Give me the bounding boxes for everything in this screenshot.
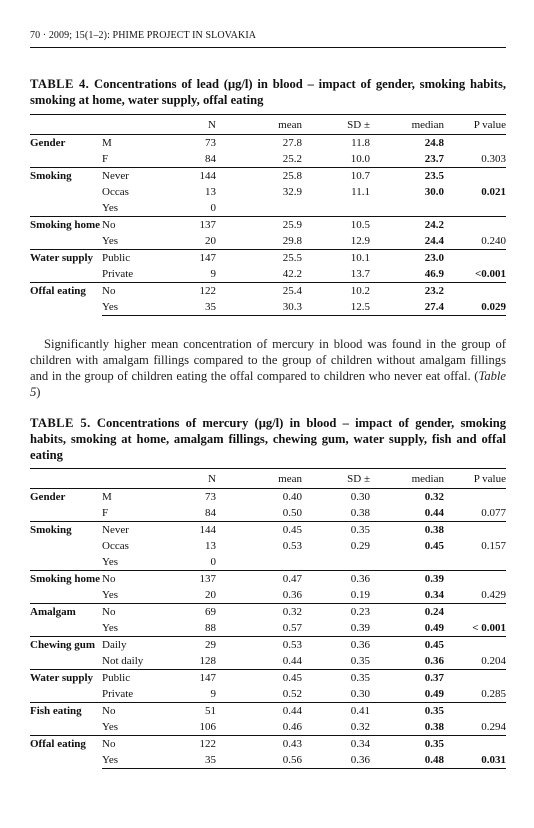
mean-cell: 0.32 xyxy=(216,604,302,621)
mean-cell: 27.8 xyxy=(282,137,302,149)
sd-cell: 12.5 xyxy=(302,299,370,316)
column-header: P value xyxy=(444,469,506,489)
group-label: Gender xyxy=(30,491,66,503)
column-header: P value xyxy=(444,115,506,135)
median-cell: 24.8 xyxy=(424,137,444,149)
median-cell: 0.35 xyxy=(370,703,444,720)
mean-cell: 0.44 xyxy=(216,703,302,720)
level-cell: Yes xyxy=(102,752,164,769)
level-cell: Daily xyxy=(102,637,164,654)
group-label: Amalgam xyxy=(30,604,102,637)
n-cell: 128 xyxy=(199,655,216,667)
mean-cell: 0.50 xyxy=(282,507,302,519)
p-value-cell xyxy=(444,736,506,753)
sd-cell: 0.30 xyxy=(350,491,370,503)
sd-cell: 0.36 xyxy=(302,637,370,654)
median-cell xyxy=(370,554,444,571)
sd-cell: 0.29 xyxy=(350,540,370,552)
n-cell: 20 xyxy=(205,589,216,601)
sd-cell: 12.9 xyxy=(350,235,370,247)
n-cell: 137 xyxy=(164,571,216,588)
median-cell: 23.2 xyxy=(370,283,444,300)
sd-cell: 0.38 xyxy=(350,507,370,519)
table5-label: TABLE 5. xyxy=(30,416,91,430)
sd-cell: 0.39 xyxy=(350,622,370,634)
level-cell: No xyxy=(102,217,164,234)
n-cell: 147 xyxy=(164,670,216,687)
n-cell: 122 xyxy=(164,736,216,753)
level-cell: No xyxy=(102,571,164,588)
table-reference: Table 5 xyxy=(30,369,506,399)
level-cell: M xyxy=(102,137,112,149)
median-cell: 0.45 xyxy=(370,637,444,654)
median-cell: 0.37 xyxy=(370,670,444,687)
column-header: SD ± xyxy=(302,469,370,489)
sd-cell: 0.36 xyxy=(302,571,370,588)
sd-cell: 0.36 xyxy=(302,752,370,769)
group-label: Gender xyxy=(30,137,66,149)
p-value-cell: < 0.001 xyxy=(472,622,506,634)
level-cell: F xyxy=(102,153,109,165)
p-value-cell: 0.240 xyxy=(481,235,506,247)
n-cell: 0 xyxy=(210,202,216,214)
p-value-cell xyxy=(444,637,506,654)
table-row xyxy=(30,151,506,168)
level-cell: Yes xyxy=(102,622,119,634)
table-row xyxy=(30,637,506,654)
p-value-cell xyxy=(444,489,506,506)
mean-cell: 25.9 xyxy=(216,217,302,234)
group-label: Smoking xyxy=(30,522,102,571)
mean-cell: 32.9 xyxy=(282,186,302,198)
table-header-row xyxy=(30,469,506,489)
median-cell: 0.38 xyxy=(424,721,444,733)
median-cell: 46.9 xyxy=(424,268,444,280)
table-row xyxy=(30,184,506,200)
body-paragraph xyxy=(30,336,506,400)
level-cell: Never xyxy=(102,522,164,539)
n-cell: 122 xyxy=(164,283,216,300)
group-label: Chewing gum xyxy=(30,637,102,670)
median-cell: 30.0 xyxy=(424,186,444,198)
sd-cell: 0.32 xyxy=(350,721,370,733)
p-value-cell: 0.077 xyxy=(481,507,506,519)
table-row xyxy=(30,686,506,703)
p-value-cell xyxy=(444,604,506,621)
p-value-cell xyxy=(444,703,506,720)
median-cell: 0.35 xyxy=(370,736,444,753)
p-value-cell: 0.021 xyxy=(481,186,506,198)
mean-cell: 0.40 xyxy=(282,491,302,503)
mean-cell: 0.57 xyxy=(282,622,302,634)
group-label: Offal eating xyxy=(30,283,102,316)
column-header: N xyxy=(164,469,216,489)
n-cell: 13 xyxy=(205,186,216,198)
sd-cell: 0.34 xyxy=(302,736,370,753)
table-row xyxy=(30,135,506,152)
level-cell: Not daily xyxy=(102,655,144,667)
median-cell: 23.5 xyxy=(370,168,444,185)
level-cell: Yes xyxy=(102,202,119,214)
group-label: Water supply xyxy=(30,250,102,283)
mean-cell: 25.4 xyxy=(216,283,302,300)
sd-cell: 10.1 xyxy=(302,250,370,267)
mean-cell: 29.8 xyxy=(282,235,302,247)
mean-cell: 25.2 xyxy=(282,153,302,165)
table-row xyxy=(30,736,506,753)
table4-caption-text: Concentrations of lead (μg/l) in blood – impact of gender, smoking habits, smoking at home, water supply, offal eating xyxy=(30,77,506,107)
level-cell: No xyxy=(102,604,164,621)
level-cell: Never xyxy=(102,168,164,185)
table-row xyxy=(30,505,506,522)
level-cell: Public xyxy=(102,250,164,267)
n-cell: 35 xyxy=(164,299,216,316)
n-cell: 84 xyxy=(205,153,216,165)
n-cell: 20 xyxy=(205,235,216,247)
table-row xyxy=(30,620,506,637)
sd-cell: 13.7 xyxy=(350,268,370,280)
n-cell: 88 xyxy=(205,622,216,634)
group-label: Smoking home xyxy=(30,217,102,250)
sd-cell: 0.35 xyxy=(302,670,370,687)
table5-caption-text: Concentrations of mercury (μg/l) in blood – impact of gender, smoking habits, smoking at home, amalgam fillings, chewing gum, water supply, fish and offal eating xyxy=(30,416,506,462)
level-cell: Occas xyxy=(102,540,129,552)
mean-cell: 0.56 xyxy=(216,752,302,769)
mean-cell: 0.36 xyxy=(282,589,302,601)
sd-cell: 10.5 xyxy=(302,217,370,234)
mean-cell: 25.5 xyxy=(216,250,302,267)
mean-cell: 0.46 xyxy=(282,721,302,733)
p-value-cell: 0.204 xyxy=(481,655,506,667)
p-value-cell xyxy=(444,283,506,300)
mean-cell: 30.3 xyxy=(216,299,302,316)
n-cell: 147 xyxy=(164,250,216,267)
median-cell: 23.0 xyxy=(370,250,444,267)
running-header-title: PHIME PROJECT IN SLOVAKIA xyxy=(112,30,257,41)
column-header: N xyxy=(164,115,216,135)
n-cell: 137 xyxy=(164,217,216,234)
paragraph-close: ) xyxy=(36,385,41,399)
group-label: Offal eating xyxy=(30,736,102,769)
median-cell: 24.4 xyxy=(424,235,444,247)
p-value-cell: 0.285 xyxy=(481,688,506,700)
sd-cell: 10.7 xyxy=(302,168,370,185)
table-row xyxy=(30,522,506,539)
p-value-cell xyxy=(444,522,506,539)
group-label: Water supply xyxy=(30,670,102,703)
table-row xyxy=(30,250,506,267)
table-row xyxy=(30,587,506,604)
table-row xyxy=(30,168,506,185)
sd-cell: 10.2 xyxy=(302,283,370,300)
p-value-cell: 0.294 xyxy=(481,721,506,733)
group-label: Fish eating xyxy=(30,703,102,736)
mean-cell: 0.53 xyxy=(282,540,302,552)
sd-cell: 0.19 xyxy=(350,589,370,601)
mean-cell: 0.45 xyxy=(216,522,302,539)
median-cell: 0.48 xyxy=(370,752,444,769)
header-blank-cell xyxy=(30,469,102,489)
median-cell: 0.45 xyxy=(424,540,444,552)
median-cell: 24.2 xyxy=(370,217,444,234)
n-cell: 9 xyxy=(210,688,216,700)
sd-cell: 11.1 xyxy=(351,186,370,198)
p-value-cell xyxy=(444,217,506,234)
n-cell: 13 xyxy=(205,540,216,552)
n-cell: 73 xyxy=(205,137,216,149)
p-value-cell xyxy=(444,200,506,217)
p-value-cell xyxy=(444,168,506,185)
table-row xyxy=(30,200,506,217)
table-row xyxy=(30,719,506,736)
level-cell: Yes xyxy=(102,235,119,247)
median-cell: 0.34 xyxy=(424,589,444,601)
mean-cell: 0.44 xyxy=(282,655,302,667)
table-row xyxy=(30,554,506,571)
running-header-prefix: 70 · 2009; 15(1–2): xyxy=(30,30,113,41)
sd-cell xyxy=(302,554,370,571)
p-value-cell: 0.429 xyxy=(481,589,506,601)
table-row xyxy=(30,266,506,283)
column-header: mean xyxy=(216,469,302,489)
sd-cell: 10.0 xyxy=(350,153,370,165)
n-cell: 0 xyxy=(210,556,216,568)
level-cell: No xyxy=(102,283,164,300)
level-cell: Yes xyxy=(102,721,119,733)
level-cell: Yes xyxy=(102,589,119,601)
header-blank-cell xyxy=(30,115,102,135)
mean-cell xyxy=(216,554,302,571)
level-cell: Occas xyxy=(102,186,129,198)
table-row xyxy=(30,571,506,588)
header-rule xyxy=(30,47,506,48)
mean-cell: 0.53 xyxy=(216,637,302,654)
p-value-cell: 0.031 xyxy=(444,752,506,769)
n-cell: 144 xyxy=(164,168,216,185)
running-header xyxy=(30,30,256,41)
p-value-cell: 0.303 xyxy=(481,153,506,165)
n-cell: 84 xyxy=(205,507,216,519)
median-cell: 27.4 xyxy=(370,299,444,316)
table-row xyxy=(30,233,506,250)
mean-cell: 0.43 xyxy=(216,736,302,753)
table5-caption xyxy=(30,415,506,463)
level-cell: Public xyxy=(102,670,164,687)
table-row xyxy=(30,283,506,300)
p-value-cell xyxy=(444,250,506,267)
group-label: Smoking xyxy=(30,168,102,217)
header-blank-cell xyxy=(102,469,164,489)
mean-cell: 0.47 xyxy=(216,571,302,588)
p-value-cell xyxy=(444,135,506,152)
table-row xyxy=(30,217,506,234)
table-row xyxy=(30,703,506,720)
p-value-cell: 0.157 xyxy=(481,540,506,552)
p-value-cell xyxy=(444,670,506,687)
median-cell: 0.44 xyxy=(424,507,444,519)
level-cell: Yes xyxy=(102,299,164,316)
column-header: median xyxy=(370,115,444,135)
sd-cell: 0.35 xyxy=(302,522,370,539)
n-cell: 69 xyxy=(164,604,216,621)
header-blank-cell xyxy=(102,115,164,135)
mean-cell: 42.2 xyxy=(282,268,302,280)
n-cell: 73 xyxy=(205,491,216,503)
n-cell: 144 xyxy=(164,522,216,539)
column-header: SD ± xyxy=(302,115,370,135)
column-header: mean xyxy=(216,115,302,135)
table-row xyxy=(30,653,506,670)
median-cell: 0.32 xyxy=(424,491,444,503)
table-row xyxy=(30,752,506,769)
level-cell: Private xyxy=(102,688,134,700)
table5 xyxy=(30,468,506,769)
n-cell: 29 xyxy=(164,637,216,654)
median-cell: 0.38 xyxy=(370,522,444,539)
mean-cell: 0.52 xyxy=(282,688,302,700)
n-cell: 51 xyxy=(164,703,216,720)
mean-cell xyxy=(216,200,302,217)
median-cell: 0.36 xyxy=(424,655,444,667)
p-value-cell xyxy=(444,554,506,571)
group-label: Smoking home xyxy=(30,571,102,604)
table-header-row xyxy=(30,115,506,135)
mean-cell: 0.45 xyxy=(216,670,302,687)
median-cell: 0.39 xyxy=(370,571,444,588)
sd-cell: 0.35 xyxy=(350,655,370,667)
sd-cell: 0.30 xyxy=(350,688,370,700)
table-row xyxy=(30,538,506,554)
table-row xyxy=(30,604,506,621)
sd-cell: 0.23 xyxy=(302,604,370,621)
level-cell: M xyxy=(102,491,112,503)
table4-caption xyxy=(30,76,506,108)
n-cell: 9 xyxy=(210,268,216,280)
level-cell: No xyxy=(102,703,164,720)
table4-label: TABLE 4. xyxy=(30,77,90,91)
paragraph-text: Significantly higher mean concentration of mercury in blood was found in the group of children with amalgam fillings compared to the group of children without amalgam fillings and in the group of children eating the offal compared to children who never eat offal. ( xyxy=(30,337,506,383)
p-value-cell xyxy=(444,571,506,588)
level-cell: Private xyxy=(102,268,134,280)
level-cell: Yes xyxy=(102,556,119,568)
median-cell xyxy=(370,200,444,217)
column-header: median xyxy=(370,469,444,489)
level-cell: F xyxy=(102,507,109,519)
sd-cell: 0.41 xyxy=(302,703,370,720)
p-value-cell: <0.001 xyxy=(474,268,506,280)
table-row xyxy=(30,670,506,687)
n-cell: 106 xyxy=(199,721,216,733)
median-cell: 0.49 xyxy=(424,622,444,634)
table-row xyxy=(30,489,506,506)
table-row xyxy=(30,299,506,316)
sd-cell xyxy=(302,200,370,217)
median-cell: 23.7 xyxy=(424,153,444,165)
median-cell: 0.24 xyxy=(370,604,444,621)
sd-cell: 11.8 xyxy=(351,137,370,149)
level-cell: No xyxy=(102,736,164,753)
p-value-cell: 0.029 xyxy=(444,299,506,316)
median-cell: 0.49 xyxy=(424,688,444,700)
mean-cell: 25.8 xyxy=(216,168,302,185)
n-cell: 35 xyxy=(164,752,216,769)
table4 xyxy=(30,114,506,316)
